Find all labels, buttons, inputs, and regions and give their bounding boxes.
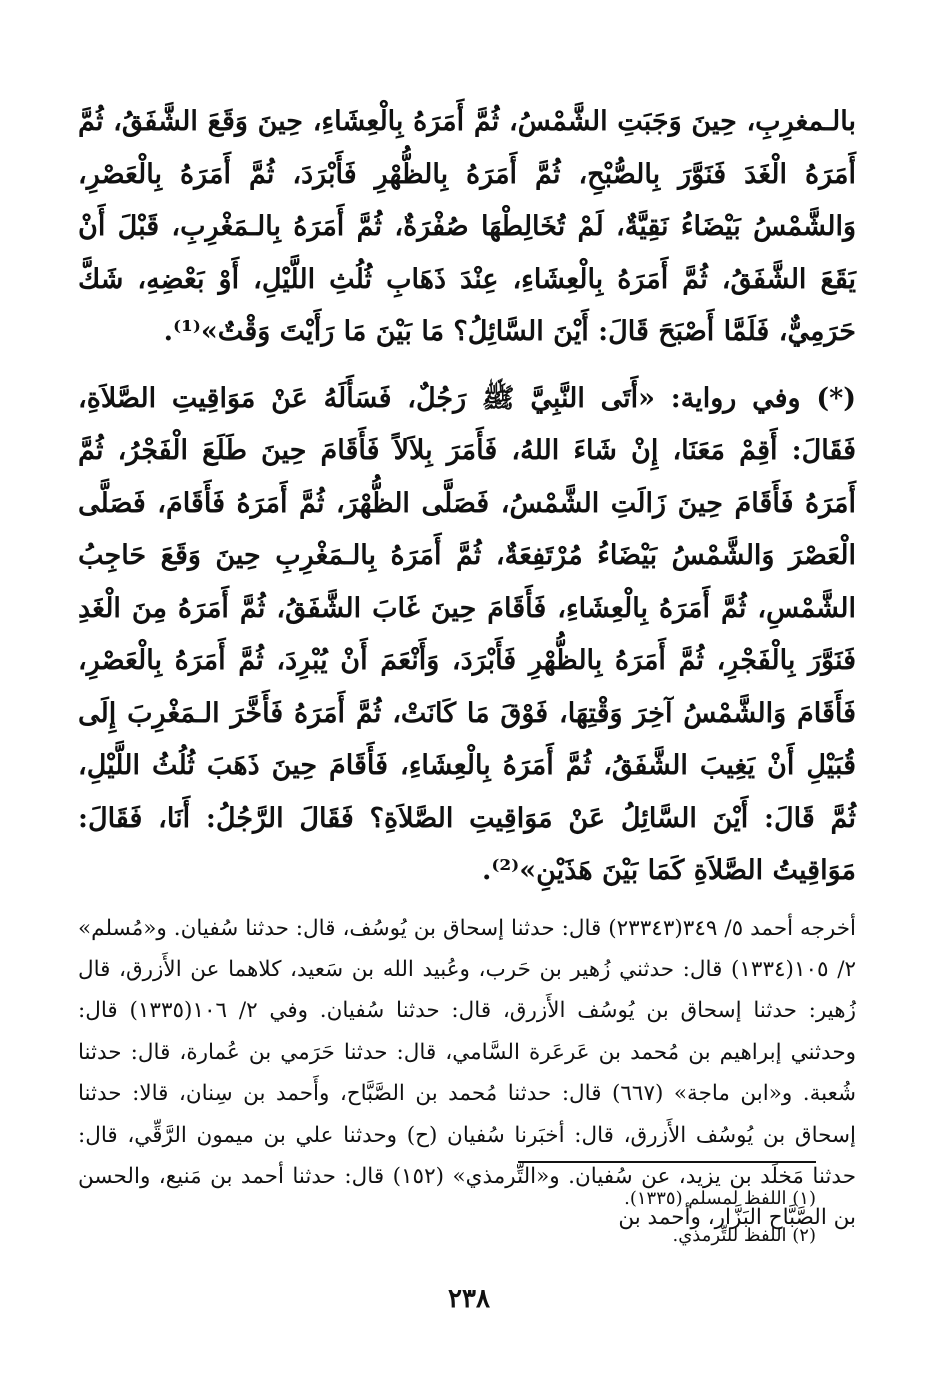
footnotes	[624, 1180, 816, 1254]
footnote-1: (١) اللفظ لمسلم (١٣٣٥).	[624, 1188, 816, 1209]
hadith-continuation-paragraph: بالـمغرِبِ، حِينَ وَجَبَتِ الشَّمْسُ، ثُمَّ أَمَرَهُ بِالْعِشَاءِ، حِينَ وَقَعَ الشَّفَقُ، ثُمَّ أَمَرَهُ الْغَدَ فَنَوَّرَ بِالصُّبْحِ، ثُمَّ أَمَرَهُ بِالظُّهْرِ فَأَبْرَدَ، ثُمَّ أَمَرَهُ بِالْعَصْرِ، وَالشَّمْسُ بَيْضَاءُ نَقِيَّةٌ، لَمْ تُخَالِطْهَا صُفْرَةٌ، ثُمَّ أَمَرَهُ بِالـمَغْرِبِ، قَبْلَ أَنْ يَقَعَ الشَّفَقُ، ثُمَّ أَمَرَهُ بِالْعِشَاءِ، عِنْدَ ذَهَابِ ثُلُثِ اللَّيْلِ، أَوْ بَعْضِهِ، شَكَّ حَرَمِيٌّ، فَلَمَّا أَصْبَحَ قَالَ: أَيْنَ السَّائِلُ؟ مَا بَيْنَ مَا رَأَيْتَ وَقْتٌ»⁽¹⁾.	[78, 106, 857, 347]
footnote-separator	[518, 1161, 816, 1163]
footnote-2: (٢) اللفظ للتِّرمذي.	[672, 1225, 816, 1246]
page-number: ٢٣٨	[448, 1284, 490, 1314]
hadith-riwaya-paragraph: (*) وفي رواية: «أَتَى النَّبِيَّ ﷺ رَجُلٌ، فَسَأَلَهُ عَنْ مَوَاقِيتِ الصَّلاَةِ، فَقَالَ: أَقِمْ مَعَنَا، إِنْ شَاءَ اللهُ، فَأَمَرَ بِلاَلاً فَأَقَامَ حِينَ طَلَعَ الْفَجْرُ، ثُمَّ أَمَرَهُ فَأَقَامَ حِينَ زَالَتِ الشَّمْسُ، فَصَلَّى الظُّهْرَ، ثُمَّ أَمَرَهُ فَأَقَامَ، فَصَلَّى الْعَصْرَ وَالشَّمْسُ بَيْضَاءُ مُرْتَفِعَةٌ، ثُمَّ أَمَرَهُ بِالـمَغْرِبِ حِينَ وَقَعَ حَاجِبُ الشَّمْسِ، ثُمَّ أَمَرَهُ بِالْعِشَاءِ، فَأَقَامَ حِينَ غَابَ الشَّفَقُ، ثُمَّ أَمَرَهُ مِنَ الْغَدِ فَنَوَّرَ بِالْفَجْرِ، ثُمَّ أَمَرَهُ بِالظُّهْرِ فَأَبْرَدَ، وَأَنْعَمَ أَنْ يُبْرِدَ، ثُمَّ أَمَرَهُ بِالْعَصْرِ، فَأَقَامَ وَالشَّمْسُ آخِرَ وَقْتِهَا، فَوْقَ مَا كَانَتْ، ثُمَّ أَمَرَهُ فَأَخَّرَ الـمَغْرِبَ إِلَى قُبَيْلِ أَنْ يَغِيبَ الشَّفَقُ، ثُمَّ أَمَرَهُ بِالْعِشَاءِ، فَأَقَامَ حِينَ ذَهَبَ ثُلُثُ اللَّيْلِ، ثُمَّ قَالَ: أَيْنَ السَّائِلُ عَنْ مَوَاقِيتِ الصَّلاَةِ؟ فَقَالَ الرَّجُلُ: أَنَا، فَقَالَ: مَوَاقِيتُ الصَّلاَةِ كَمَا بَيْنَ هَذَيْنِ»⁽²⁾.	[78, 382, 856, 886]
takhrij-paragraph: أخرجه أحمد ٥/ ٣٤٩(٢٣٣٤٣) قال: حدثنا إسحاق بن يُوسُف، قال: حدثنا سُفيان. و«مُسلم» ٢/ ١٠٥(١٣٣٤) قال: حدثني زُهير بن حَرب، وعُبيد الله بن سَعيد، كلاهما عن الأَزرق، قال زُهير: حدثنا إسحاق بن يُوسُف الأَزرق، قال: حدثنا سُفيان. وفي ٢/ ١٠٦(١٣٣٥) قال: وحدثني إبراهيم بن مُحمد بن عَرعَرة السَّامي، قال: حدثنا حَرَمي بن عُمارة، قال: حدثنا شُعبة. و«ابن ماجة» (٦٦٧) قال: حدثنا مُحمد بن الصَّبَّاح، وأَحمد بن سِنان، قالا: حدثنا إسحاق بن يُوسُف الأَزرق، قال: أخبَرنا سُفيان (ح) وحدثنا علي بن ميمون الرَّقِّي، قال: حدثنا مَخلَد بن يزيد، عن سُفيان. و«التِّرمذي» (١٥٢) قال: حدثنا أحمد بن مَنيع، والحسن بن الصَّبَّاح البَزَّار، وأحمد بن	[78, 915, 857, 1231]
